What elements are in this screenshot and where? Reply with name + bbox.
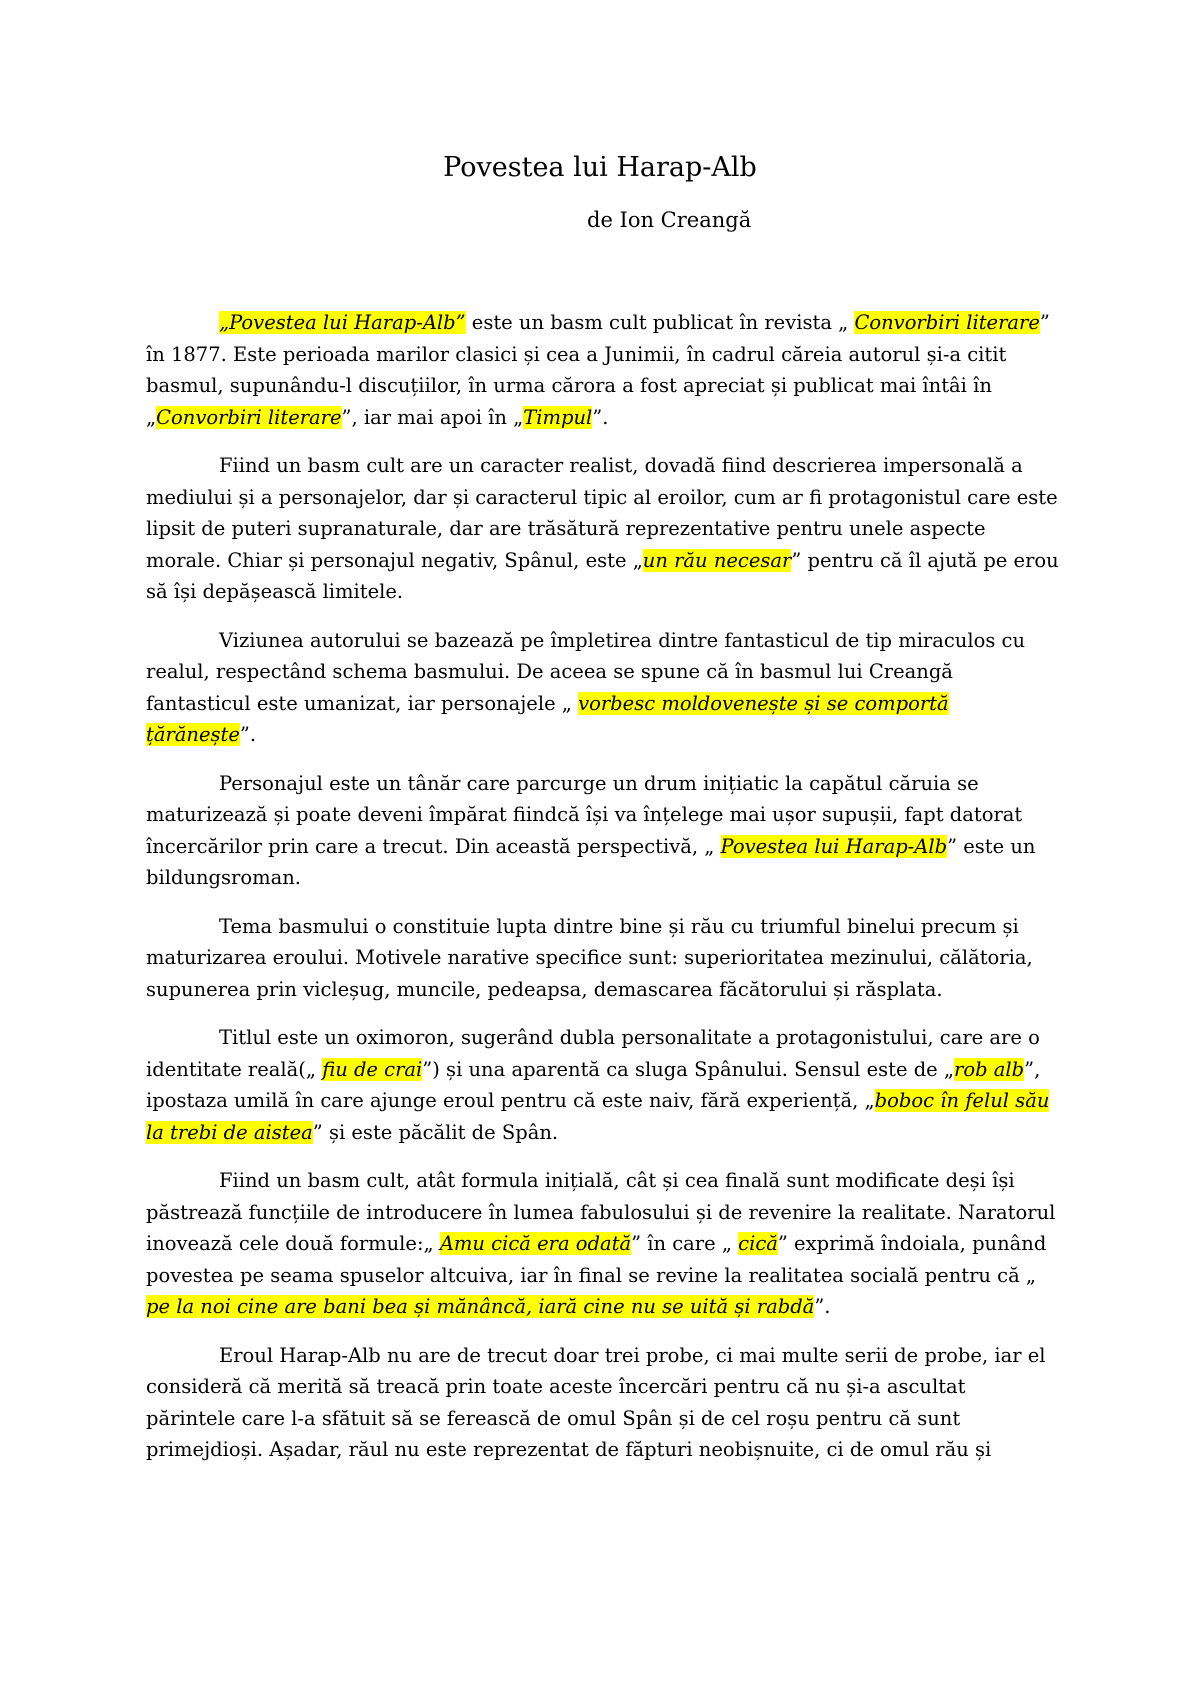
highlighted-quote: pe la noi cine are bani bea și mănâncă, iară cine nu se uită și rabdă [146, 1295, 815, 1318]
document-subtitle: de Ion Creangă [587, 208, 752, 232]
text-run: ”. [814, 1295, 831, 1318]
text-run: ” în care „ [631, 1232, 739, 1255]
paragraph [146, 911, 1061, 1006]
document-title: Povestea lui Harap-Alb [443, 152, 757, 183]
paragraph [146, 768, 1061, 894]
text-run: ”. [239, 723, 257, 746]
text-run: Eroul Harap-Alb nu are de trecut doar trei probe, ci mai multe serii de probe, iar el consideră că merită să treacă prin toate aceste încercări pentru că nu și-a ascultat părintele care l-a sfătuit să se ferească de omul Spân și de cel roșu pentru că sunt primejdioși. Așadar, răul nu este reprezentat de făpturi neobișnuite, ci de omul rău și [146, 1343, 1046, 1461]
paragraph [146, 450, 1061, 608]
text-run: ” pentru că îl ajută pe erou să își depășească limitele. [146, 548, 1059, 603]
paragraph [146, 625, 1061, 751]
document-body [146, 307, 1061, 1483]
highlighted-quote: Timpul [523, 405, 593, 429]
highlighted-quote: Amu cică era odată [439, 1232, 632, 1255]
text-run: ”, ipostaza umilă în care ajunge eroul pentru că este naiv, fără experiență, „ [146, 1057, 1041, 1112]
highlighted-quote: boboc în felul său la trebi de aistea [146, 1089, 1050, 1144]
text-run: Fiind un basm cult are un caracter realist, dovadă fiind descrierea impersonală a mediului și a personajelor, dar și caracterul tipic al eroilor, cum ar fi protagonistul care este lipsit de puteri supranaturale, dar are trăsătură reprezentative pentru unele aspecte morale. Chiar și personajul negativ, Spânul, este „ [146, 454, 1058, 572]
text-run: este un basm cult publicat în revista „ [465, 311, 855, 334]
text-run: Fiind un basm cult, atât formula inițială, cât și cea finală sunt modificate deși își păstrează funcțiile de introducere în lumea fabulosului și de revenire la realitate. Naratorul inovează cele două formule:„ [146, 1169, 1056, 1255]
text-run: ”. [592, 405, 609, 429]
paragraph [146, 1165, 1061, 1323]
text-run: Personajul este un tânăr care parcurge un drum inițiatic la capătul căruia se maturizează și poate deveni împărat fiindcă își va înțelege mai ușor supușii, fapt datorat încercărilor prin care a trecut. Din această perspectivă, „ [146, 771, 1023, 858]
highlighted-quote: „Povestea lui Harap-Alb” [219, 311, 466, 334]
text-run: ” în 1877. Este perioada marilor clasici și cea a Junimii, în cadrul căreia autorul și-a citit basmul, supunându-l discuțiilor, în urma cărora a fost apreciat și publicat mai întâi în „ [146, 311, 1050, 429]
highlighted-quote: Convorbiri literare [156, 405, 342, 429]
highlighted-quote: vorbesc moldovenește și se comportă țărănește [146, 691, 949, 746]
paragraph [146, 1022, 1061, 1148]
text-run: ” este un bildungsroman. [146, 834, 1036, 889]
paragraph [146, 1340, 1061, 1466]
text-run: ”) și una aparentă ca sluga Spânului. Sensul este de „ [422, 1057, 955, 1081]
text-run: Titlul este un oximoron, sugerând dubla personalitate a protagonistului, care are o identitate reală(„ [146, 1026, 1040, 1081]
highlighted-quote: Convorbiri literare [854, 311, 1040, 334]
paragraph [146, 307, 1061, 433]
highlighted-quote: rob alb [954, 1057, 1025, 1081]
text-run: ” exprimă îndoiala, punând povestea pe seama spuselor altcuiva, iar în final se revine la realitatea socială pentru că „ [146, 1232, 1047, 1287]
highlighted-quote: cică [738, 1232, 778, 1255]
text-run: Tema basmului o constituie lupta dintre bine și rău cu triumful binelui precum și maturizarea eroului. Motivele narative specifice sunt: superioritatea mezinului, călătoria, supunerea prin vicleșug, muncile, pedeapsa, demascarea făcătorului și răsplata. [146, 914, 1033, 1001]
highlighted-quote: fiu de crai [322, 1057, 423, 1081]
highlighted-quote: un rău necesar [642, 548, 792, 572]
text-run: ” și este păcălit de Spân. [312, 1120, 559, 1144]
text-run: ”, iar mai apoi în „ [341, 405, 524, 429]
highlighted-quote: Povestea lui Harap-Alb [720, 834, 948, 858]
text-run: Viziunea autorului se bazează pe împletirea dintre fantasticul de tip miraculos cu realul, respectând schema basmului. De aceea se spune că în basmul lui Creangă fantasticul este umanizat, iar personajele „ [146, 628, 1026, 715]
